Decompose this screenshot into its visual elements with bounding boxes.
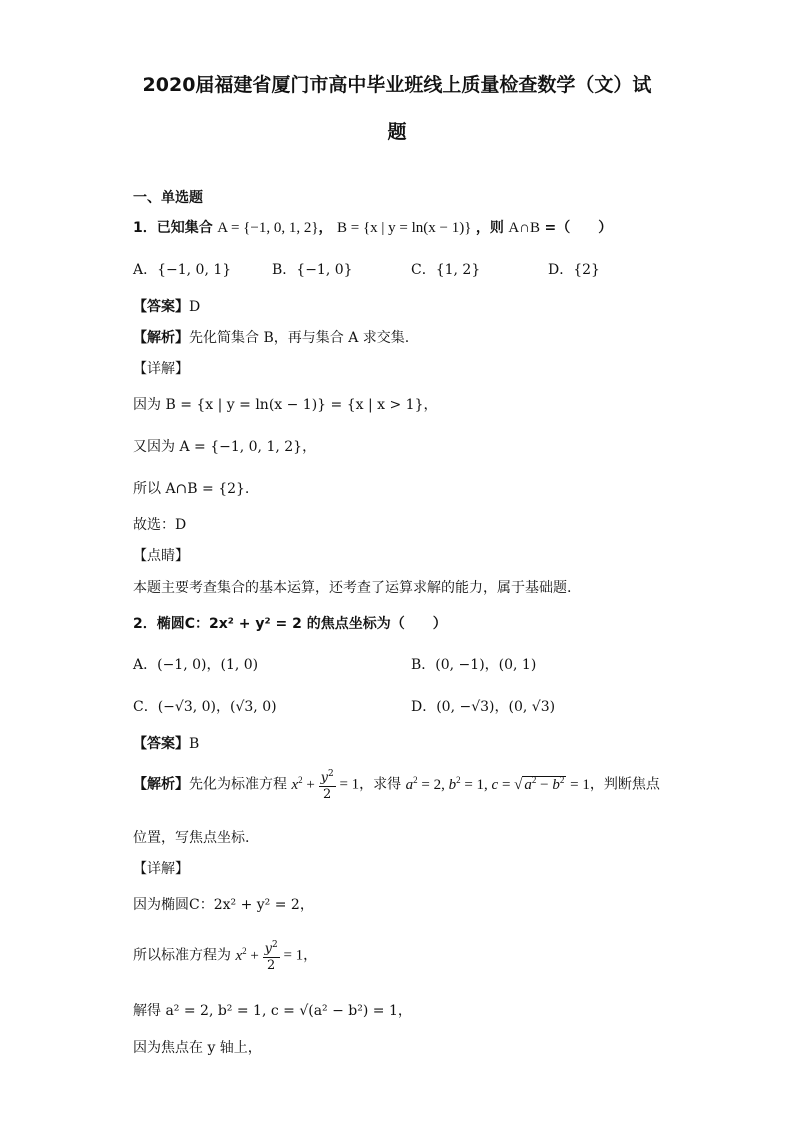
- q1-comment-tag: 【点睛】: [133, 548, 189, 564]
- q1-detail-1: 因为 B = {x | y = ln(x − 1)} = {x | x > 1}，: [133, 397, 438, 413]
- q1-expr: A∩B: [508, 220, 541, 236]
- q1-option-b: B．{−1, 0}: [272, 262, 353, 278]
- q1-answer: 【答案】D: [133, 299, 201, 315]
- q1-choose: 故选：D: [133, 517, 187, 533]
- page-title-cont: 题: [387, 121, 407, 143]
- q2-option-a: A．(−1, 0)，(1, 0): [133, 657, 259, 673]
- page-title: 2020届福建省厦门市高中毕业班线上质量检查数学（文）试: [142, 74, 652, 96]
- q2-option-b: B．(0, −1)，(0, 1): [411, 657, 537, 673]
- q1-set-a: A = {−1, 0, 1, 2}: [217, 220, 319, 236]
- q1-detail-2: 又因为 A = {−1, 0, 1, 2}，: [133, 439, 317, 455]
- q1-tail: ，则: [475, 220, 504, 236]
- q1-comment: 本题主要考查集合的基本运算，还考查了运算求解的能力，属于基础题.: [133, 580, 572, 596]
- q2-option-c: C．(−√3, 0)，(√3, 0): [133, 699, 277, 715]
- q2-answer: 【答案】B: [133, 736, 200, 752]
- question-2-stem: 2．椭圆C：2x² + y² = 2 的焦点坐标为（ ）: [133, 616, 447, 632]
- q1-detail-tag: 【详解】: [133, 361, 189, 377]
- q1-detail-3: 所以 A∩B = {2}.: [133, 481, 250, 497]
- question-1-stem: 1．已知集合 A = {−1, 0, 1, 2}， B = {x | y = ln(x − 1)} ，则 A∩B =（ ）: [133, 220, 613, 236]
- q1-option-d: D．{2}: [548, 262, 600, 278]
- q2-detail-tag: 【详解】: [133, 861, 189, 877]
- q2-detail-1: 因为椭圆C：2x² + y² = 2，: [133, 897, 314, 913]
- q2-detail-2: 所以标准方程为 $x^2$ + $\frac{y^2}{2}$ = 1，: [133, 937, 317, 974]
- q1-number: 1．已知集合: [133, 220, 213, 236]
- q1-option-c: C．{1, 2}: [411, 262, 481, 278]
- q1-set-b: B = {x | y = ln(x − 1)}: [336, 220, 472, 236]
- q1-analysis: 【解析】先化简集合 B，再与集合 A 求交集.: [133, 330, 410, 346]
- q2-option-d: D．(0, −√3)，(0, √3): [411, 699, 556, 715]
- q2-analysis: 【解析】先化为标准方程 $x^2$ + $\frac{y^2}{2}$ = 1，求得 $a^2 = 2$, $b^2 = 1$, c = √ $a^2 - b^2 = 1$，判断焦点: [133, 766, 660, 803]
- q2-analysis-line2: 位置，写焦点坐标.: [133, 830, 250, 846]
- q1-option-a: A．{−1, 0, 1}: [133, 262, 232, 278]
- q2-detail-3: 解得 a² = 2, b² = 1, c = √(a² − b²) = 1，: [133, 1003, 412, 1019]
- q1-blank: =（ ）: [544, 220, 613, 236]
- q2-detail-4: 因为焦点在 y 轴上，: [133, 1040, 262, 1056]
- section-heading: 一、单选题: [133, 190, 203, 206]
